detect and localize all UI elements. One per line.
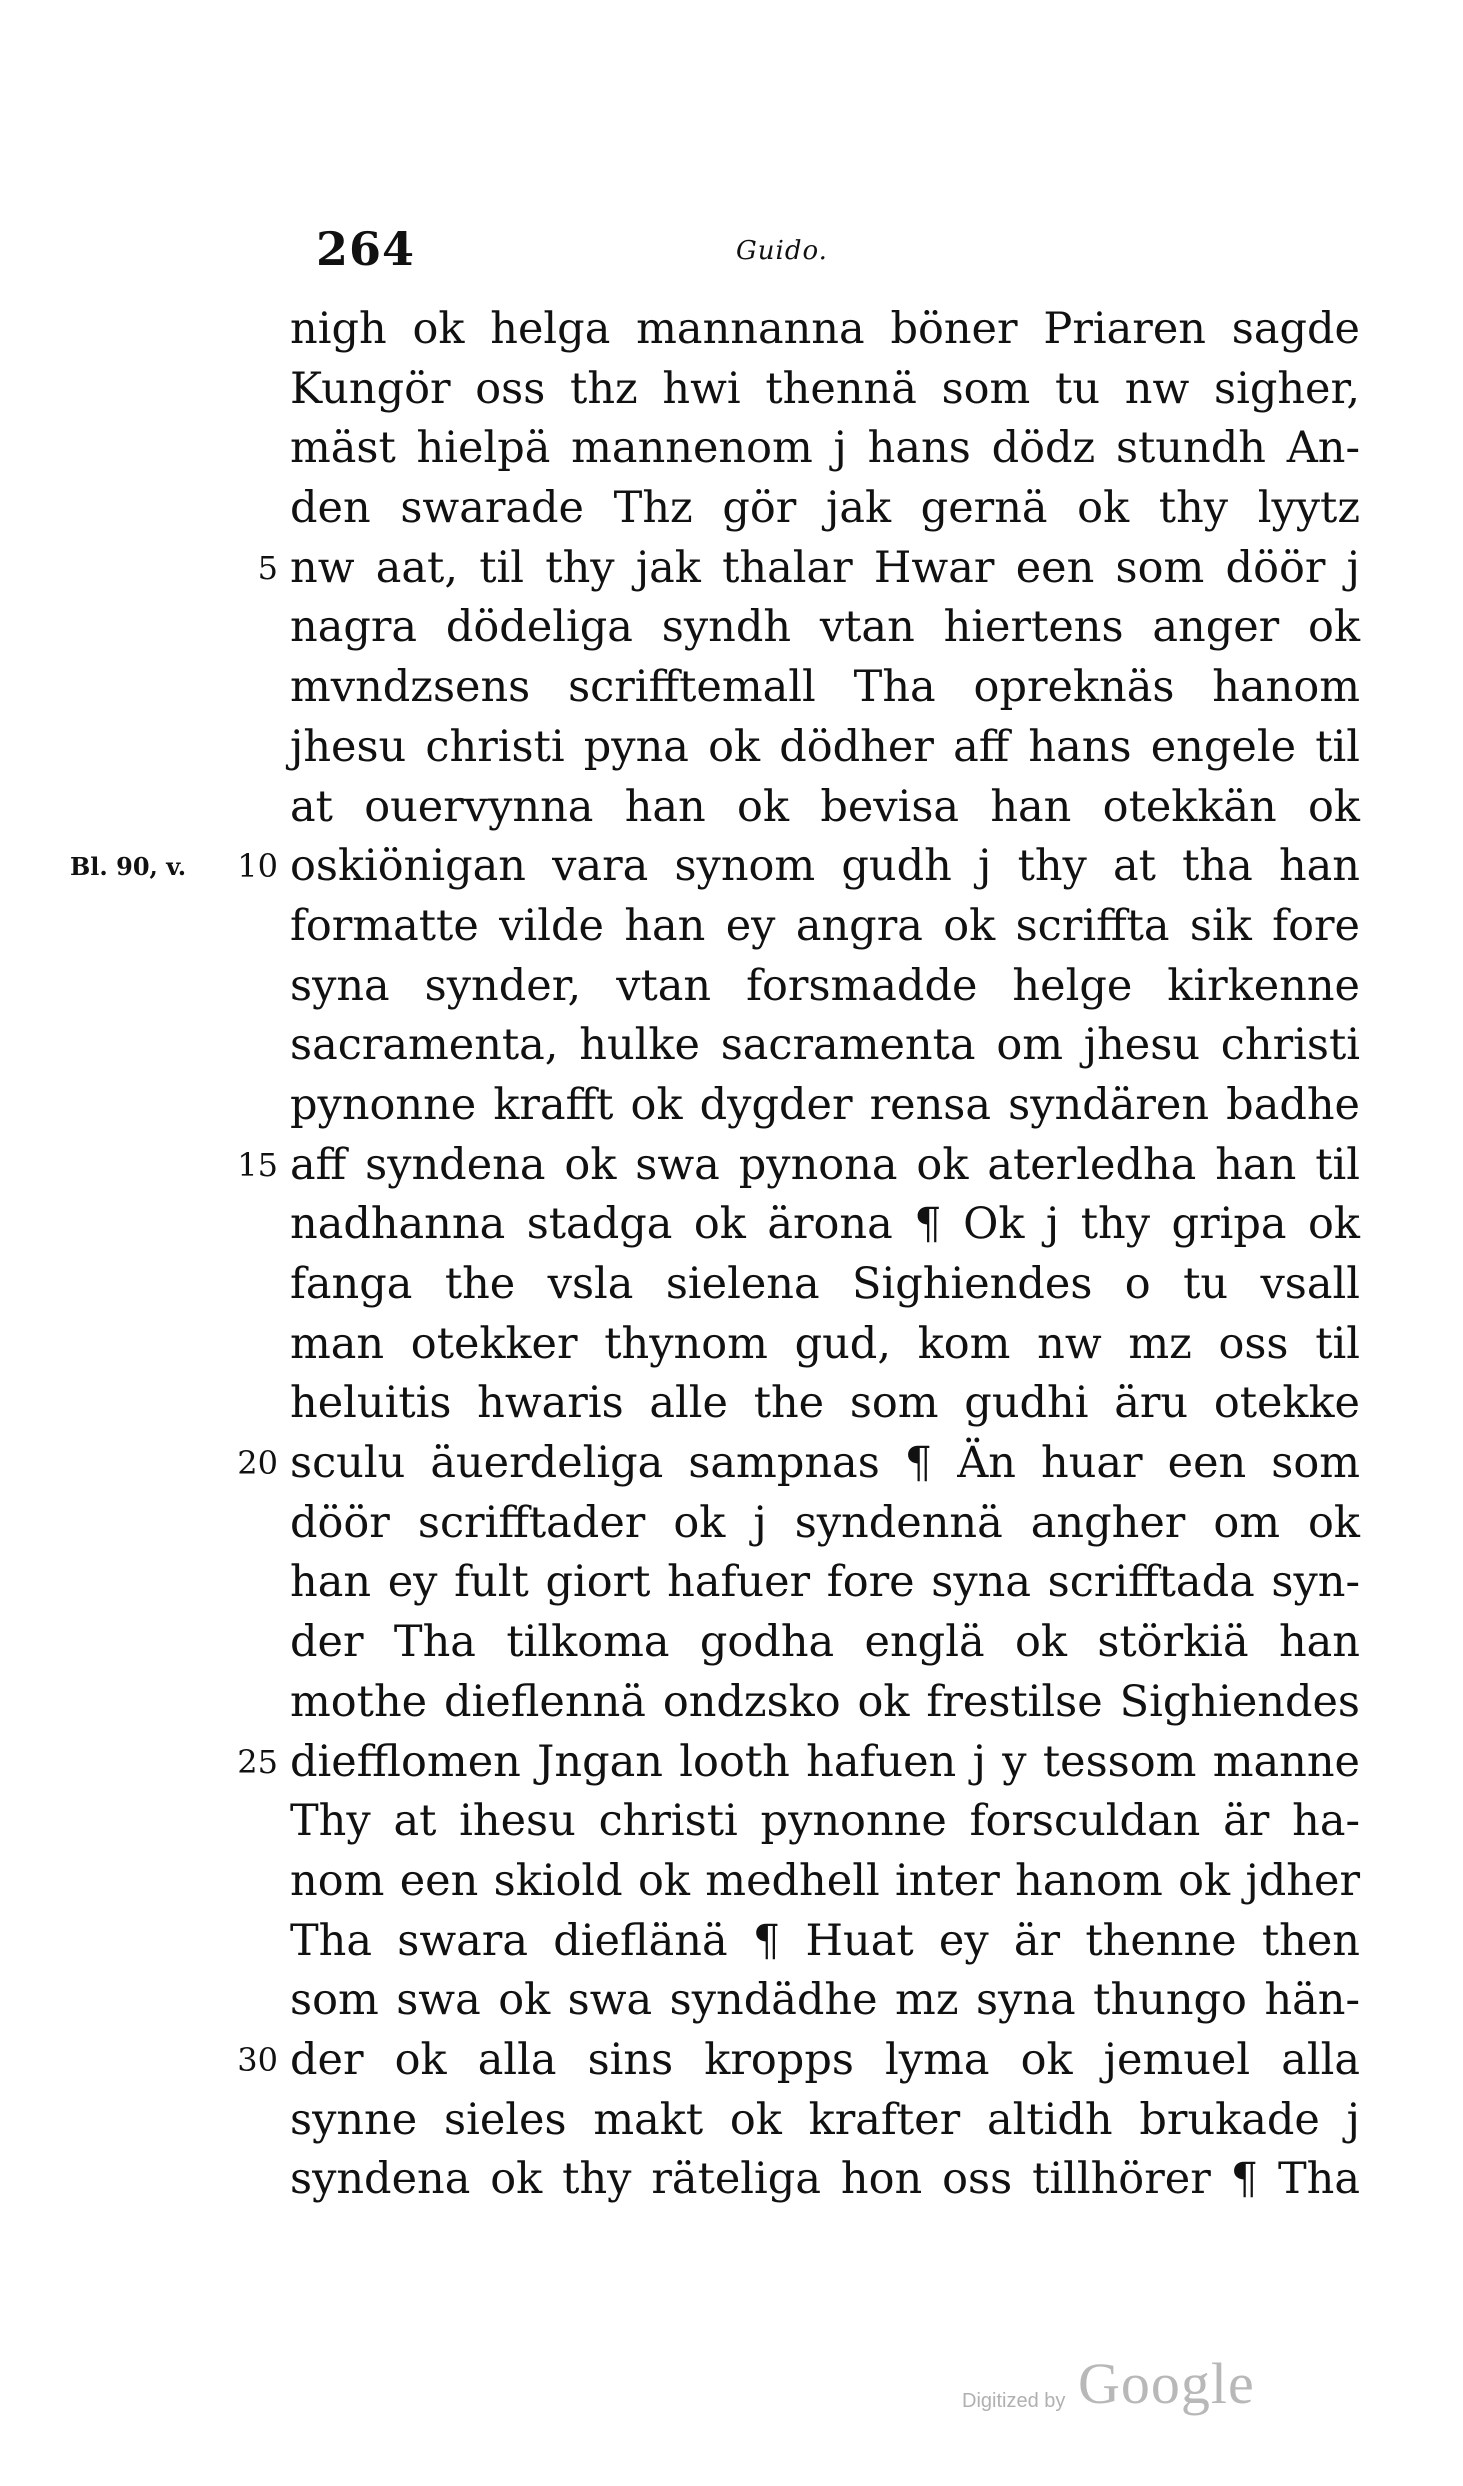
line-text: nom een skiold ok medhell inter hanom ok jdher bbox=[290, 1855, 1360, 1906]
text-line bbox=[290, 1912, 1380, 1972]
text-line bbox=[290, 778, 1380, 838]
text-line bbox=[290, 1315, 1380, 1375]
line-number: 30 bbox=[237, 2040, 278, 2079]
body-text bbox=[70, 300, 1380, 2210]
text-line bbox=[70, 837, 1380, 897]
line-text: man otekker thynom gud, kom nw mz oss til bbox=[290, 1318, 1360, 1369]
line-number: 10 bbox=[237, 847, 278, 886]
text-line bbox=[290, 1673, 1380, 1733]
line-text: nadhanna stadga ok ärona ¶ Ok j thy gripa ok bbox=[290, 1199, 1360, 1250]
google-logo: Google bbox=[1078, 2351, 1255, 2416]
text-line bbox=[290, 598, 1380, 658]
text-line bbox=[290, 1374, 1380, 1434]
text-line bbox=[237, 2031, 1380, 2091]
line-number: 20 bbox=[237, 1444, 278, 1483]
text-line bbox=[257, 539, 1380, 599]
line-text: sculu äuerdeliga sampnas ¶ Än huar een som bbox=[290, 1438, 1360, 1489]
line-text: döör scrifftader ok j syndennä angher om ok bbox=[290, 1497, 1360, 1548]
text-line bbox=[290, 957, 1380, 1017]
line-text: Thy at ihesu christi pynonne forsculdan är ha- bbox=[290, 1796, 1360, 1847]
text-line bbox=[290, 419, 1380, 479]
line-text: sacramenta, hulke sacramenta om jhesu christi bbox=[290, 1020, 1360, 1071]
text-line bbox=[290, 1792, 1380, 1852]
line-text: aff syndena ok swa pynona ok aterledha han til bbox=[290, 1139, 1360, 1190]
text-line bbox=[237, 1136, 1380, 1196]
text-line bbox=[290, 658, 1380, 718]
page-number: 264 bbox=[316, 222, 416, 276]
line-text: formatte vilde han ey angra ok scriffta sik fore bbox=[290, 900, 1360, 951]
text-line bbox=[290, 360, 1380, 420]
line-text: jhesu christi pyna ok dödher aff hans engele til bbox=[290, 721, 1360, 772]
line-text: der Tha tilkoma godha englä ok störkiä han bbox=[290, 1617, 1360, 1668]
line-text: heluitis hwaris alle the som gudhi äru otekke bbox=[290, 1378, 1360, 1429]
page-header bbox=[316, 222, 1216, 292]
line-number: 5 bbox=[257, 548, 278, 587]
line-text: oskiönigan vara synom gudh j thy at tha han bbox=[290, 841, 1360, 892]
line-text: pynonne krafft ok dygder rensa syndären badhe bbox=[290, 1079, 1360, 1130]
text-line bbox=[237, 1733, 1380, 1793]
line-text: synne sieles makt ok krafter altidh brukade j bbox=[290, 2094, 1360, 2145]
line-text: fanga the vsla sielena Sighiendes o tu vsall bbox=[290, 1259, 1360, 1309]
text-line bbox=[290, 2091, 1380, 2151]
line-number: 15 bbox=[237, 1145, 278, 1184]
margin-reference: Bl. 90, v. bbox=[70, 852, 187, 882]
line-text: at ouervynna han ok bevisa han otekkän ok bbox=[290, 781, 1360, 832]
text-line bbox=[290, 1494, 1380, 1554]
text-line bbox=[290, 1553, 1380, 1613]
line-text: som swa ok swa syndädhe mz syna thungo hän- bbox=[290, 1975, 1360, 2026]
running-title: Guido. bbox=[736, 236, 828, 266]
line-text: den swarade Thz gör jak gernä ok thy lyytz bbox=[290, 483, 1360, 534]
line-text: diefflomen Jngan looth hafuen j y tessom manne bbox=[290, 1736, 1360, 1787]
text-line bbox=[290, 718, 1380, 778]
text-line bbox=[290, 2150, 1380, 2210]
text-line bbox=[290, 1255, 1380, 1315]
text-line bbox=[290, 1076, 1380, 1136]
line-text: syndena ok thy räteliga hon oss tillhörer ¶ Tha bbox=[290, 2154, 1360, 2205]
line-number: 25 bbox=[237, 1742, 278, 1781]
line-text: nw aat, til thy jak thalar Hwar een som döör j bbox=[290, 542, 1360, 593]
text-line bbox=[290, 479, 1380, 539]
line-text: Tha swara dieflänä ¶ Huat ey är thenne then bbox=[290, 1915, 1360, 1966]
line-text: mäst hielpä mannenom j hans dödz stundh An- bbox=[290, 423, 1360, 474]
text-line bbox=[290, 1016, 1380, 1076]
line-text: mvndzsens scrifftemall Tha opreknäs hanom bbox=[290, 662, 1360, 713]
text-line bbox=[290, 1195, 1380, 1255]
line-text: nagra dödeliga syndh vtan hiertens anger ok bbox=[290, 602, 1360, 653]
digitized-by-label: Digitized by bbox=[962, 2390, 1066, 2412]
text-line bbox=[290, 1852, 1380, 1912]
text-line bbox=[290, 897, 1380, 957]
line-text: han ey fult giort hafuer fore syna scrifftada syn- bbox=[290, 1557, 1360, 1608]
line-text: der ok alla sins kropps lyma ok jemuel alla bbox=[290, 2034, 1360, 2085]
line-text: nigh ok helga mannanna böner Priaren sagde bbox=[290, 304, 1360, 354]
line-text: Kungör oss thz hwi thennä som tu nw sigher, bbox=[290, 363, 1360, 414]
line-text: mothe dieflennä ondzsko ok frestilse Sighiendes bbox=[290, 1676, 1360, 1727]
line-text: syna synder, vtan forsmadde helge kirkenne bbox=[290, 960, 1360, 1011]
text-line bbox=[237, 1434, 1380, 1494]
text-line bbox=[290, 300, 1380, 360]
text-line bbox=[290, 1613, 1380, 1673]
text-line bbox=[290, 1971, 1380, 2031]
